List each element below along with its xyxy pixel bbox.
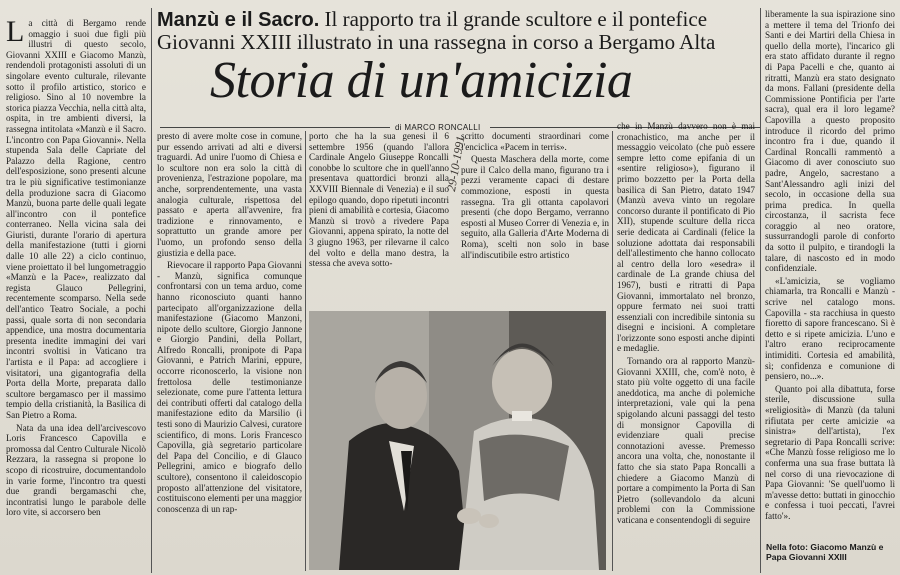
dropcap-letter: L (6, 18, 25, 48)
article-byline: di MARCO RONCALLI (395, 123, 481, 132)
column-divider (305, 131, 306, 571)
byline-rule-left (160, 127, 390, 128)
column-2-paragraph-2: Rievocare il rapporto Papa Giovanni - Manzù, significa comunque confrontarsi con un tema arduo, come hanno riconosciuto quanti hanno partecipato all'organizzazione della manifestazione (Giacomo Manzoni, nipote dello scultore, Giorgio Jannone e Giorgio Pandini, della Pollart, Alfredo Roncalli, pronipote di Papa Giovanni, e Patrich Marini, eppure, occorre riconoscerlo, la visione non frettolosa delle testimonianze selezionate, come pure l'attenta lettura dei contributi offerti dal catalogo della manifestazione edito da Marsilio (i testi sono di Maurizio Calvesi, curatore scientifico, di mons. Loris Francesco Capovilla, già segretario particolare del Papa del Concilio, e di Glauco Pellegrini, amico e biografo dello scultore), consentono il caleidoscopio proposto all'attenzione del visitatore, costituiscono elementi per una maggior conoscenza di un rap- (157, 260, 302, 514)
column-2-paragraph-1: presto di avere molte cose in comune, pur essendo arrivati ad alti e diversi traguardi. Ad unire l'uomo di Chiesa e lo scultore non era solo la città di provenienza, l'estrazione popolare, ma anche, sorprendentemente, una vasta analogia culturale, rispettosa del passato e aperta all'avvenire, fra tradizione e rinnovamento, e soprattutto un grande amore per l'uomo, un profondo senso della giustizia e della pace. (157, 131, 302, 258)
column-1-paragraph-1: a città di Bergamo rende omaggio i suoi due figli più illustri di questo secolo, Giovanni XXIII e Giacomo Manzù, rendendoli protagonisti assoluti di un singolare evento culturale, rilevante sotto il profilo artistico, storico e religioso. Sino al 10 novembre la storica piazza Vecchia, nella città alta, ospita, in tre ambienti diversi, la rassegna intitolata «Manzù e il Sacro. L'incontro con Papa Giovanni». Nella stupenda Sala delle Capriate del Palazzo della Ragione, centro dell'esposizione, sono presenti alcune tra le più significative testimonianze della produzione sacra di Giacomo Manzù, buona parte delle quali legate all'incontro con il pontefice conterraneo. Nella vicina sala dei Giuristi, durante l'orario di apertura della manifestazione (tutti i giorni dalle 10 alle 22) a ciclo continuo, viene proiettato il bel lungometraggio «Manzù e la Pace», realizzato dal regista Glauco Pellegrini, recentemente scomparso. Nella sede dell'antico Teatro Sociale, a pochi passi, quale sorta di non secondaria appendice, una mostra documentaria presenta inedite immagini dei vari incontri svoltisi in Vaticano tra l'artista e il Papa: ad accogliere i visitatori, una gigantografia della Porta della Morte, preparata dallo scultore bergamasco per il massimo tempio della cristianità, la Basilica di San Pietro a Roma. (6, 18, 146, 420)
column-6-paragraph-2: «L'amicizia, se vogliamo chiamarla, tra Roncalli e Manzù - scrive nel catalogo mons. Capovilla - sta racchiusa in questo fioretto di sapore francescano. Sì è detto e si ripete amicizia. L'uno e l'altro erano reciprocamente intimiditi. Cortesia ed amabilità, sì; confidenza e comunione di pensiero, no...». (765, 275, 895, 382)
column-5-paragraph-1: che in Manzù davvero non è mai cronachistico, ma anche per il messaggio veicolato (che può essere sempre letto come epifania di un «sentire religioso»), figurano il primo bozzetto per la Porta della basilica di San Pietro, datato 1947 (Manzù aveva vinto un regolare concorso durante il pontificato di Pio XII), stupende sculture della ricca serie dedicata ai Cardinali (felice la soluzione adottata dai responsabili dell'allestimento che hanno collocato al centro della loro «esedra» il cardinale de La grande chiusa del 1967), busti e ritratti di Papa Giovanni, immortalato nel bronzo, oppure fermato nei suoi tratti essenziali con incredibile sintonia su disegni e incisioni. A completare l'orizzonte sono esposti anche dipinti e medaglie. (617, 121, 755, 354)
photo-caption: Nella foto: Giacomo Manzù e Papa Giovanni XXIII (766, 542, 884, 562)
column-divider (760, 8, 761, 573)
column-4-paragraph-1: scritto documenti straordinari come l'enciclica «Pacem in terris». (461, 131, 609, 152)
column-1-paragraph-2: Nata da una idea dell'arcivescovo Loris Francesco Capovilla e promossa dal Centro Culturale Nicolò Rezzara, la rassegna si propone lo scopo di ricostruire, documentandolo in varie forme, l'incontro tra questi due grandi bergamaschi che, incontratisi lungo le parabole delle loro vite, si accorsero ben (6, 422, 146, 518)
article-column-3 (309, 131, 449, 307)
article-column-1 (6, 18, 146, 573)
column-6-paragraph-3: Quanto poi alla dibattuta, forse sterile, discussione sulla «religiosità» di Manzù (da taluni rifiutata per certe amicizie «a sinistra» dell'artista), l'ex segretario di Papa Roncalli scrive: «Che Manzù fosse religioso me lo conferma una sua frase buttata là nel corso di una rievocazione di Papa Giovanni: 'Se quell'uomo lì m'avesse detto: buttati in ginocchio e confessa i tuoi peccati, l'avrei fatto'». (765, 383, 895, 521)
article-column-2 (157, 131, 302, 573)
handwritten-date: 29-10-1991 (444, 134, 468, 193)
column-6-paragraph-1: liberamente la sua ispirazione sino a mettere il tema del Trionfo dei Santi e dei Martiri della Chiesa in quello della morte), l'incarico gli era stato affidato durante il regno di Papa Pacelli e che, quanto ai ritratti, Manzù era stato designato da mons. Fallani (presidente della Commissione Pontificia per l'arte sacra), qual era il loro legame? Capovilla a questo proposito introduce il ricordo del primo incontro fra i due, quando il Cardinal Roncalli rammentò a Giacomo di aver conosciuto suo padre, Angelo, sacrestano a Sant'Alessandro agli inizi del secolo, in occasione della sua prima predica. In quella circostanza, il sacrista fece coraggio al neo oratore, sussurrandogli parole di conforto da sotto il pulpito, e tirandogli la talare, di nascosto ed in modo confidenziale. (765, 9, 895, 274)
news-photo (309, 311, 606, 570)
photo-illustration (309, 311, 606, 570)
column-5-paragraph-2: Tornando ora al rapporto Manzù-Giovanni XXIII, che, com'è noto, è stato più volte oggetto di una facile aneddotica, ma anche di polemiche interpretazioni, vale qui la pena spigolando alcuni passaggi del testo di monsignor Capovilla di evidenziare quali precise connotazioni avesse. Premesso ancora una volta, che, nonostante il fatto che sia stato Papa Roncalli a chiedere a Giacomo Manzù di portare a compimento la Porta di San Pietro (sollevandolo da alcuni problemi con la Commissione vaticana e consentendogli di seguire (617, 356, 755, 525)
kicker-bold: Manzù e il Sacro. (157, 9, 320, 31)
article-column-6 (765, 9, 895, 539)
article-title: Storia di un'amicizia (210, 52, 633, 109)
column-divider (151, 8, 152, 573)
article-column-5 (617, 9, 755, 573)
article-column-4 (461, 131, 609, 307)
column-3-paragraph-1: porto che ha la sua genesi il 6 settembre 1956 (quando l'allora Cardinale Angelo Giuseppe Roncalli conobbe lo scultore che in quell'anno presentava quattordici bronzi alla XXVIII Biennale di Venezia) e il suo epilogo quando, dopo ripetuti incontri pieni di amabilità e cortesia, Giacomo Manzù si trovò a rivedere Papa Giovanni, appena spirato, la notte del 3 giugno 1963, per rilevarne il calco del volto e della mano destra, la stessa che aveva sotto- (309, 131, 449, 269)
kicker-text: Il rapporto tra il grande scultore e il pontefice Giovanni XXIII illustrato in una rassegna in corso a Bergamo Alta (157, 7, 716, 54)
column-4-paragraph-2: Questa Maschera della morte, come pure il Calco della mano, figurano tra i pezzi veramente capaci di destare commozione, esposti in questa rassegna. Tra gli ottanta capolavori presenti (che dopo Bergamo, verranno esposti al Museo Correr di Venezia e, in seguito, alla Galleria d'Arte Moderna di Roma), scelti non solo in base all'indiscutibile estro artistico (461, 154, 609, 260)
column-divider (612, 131, 613, 571)
